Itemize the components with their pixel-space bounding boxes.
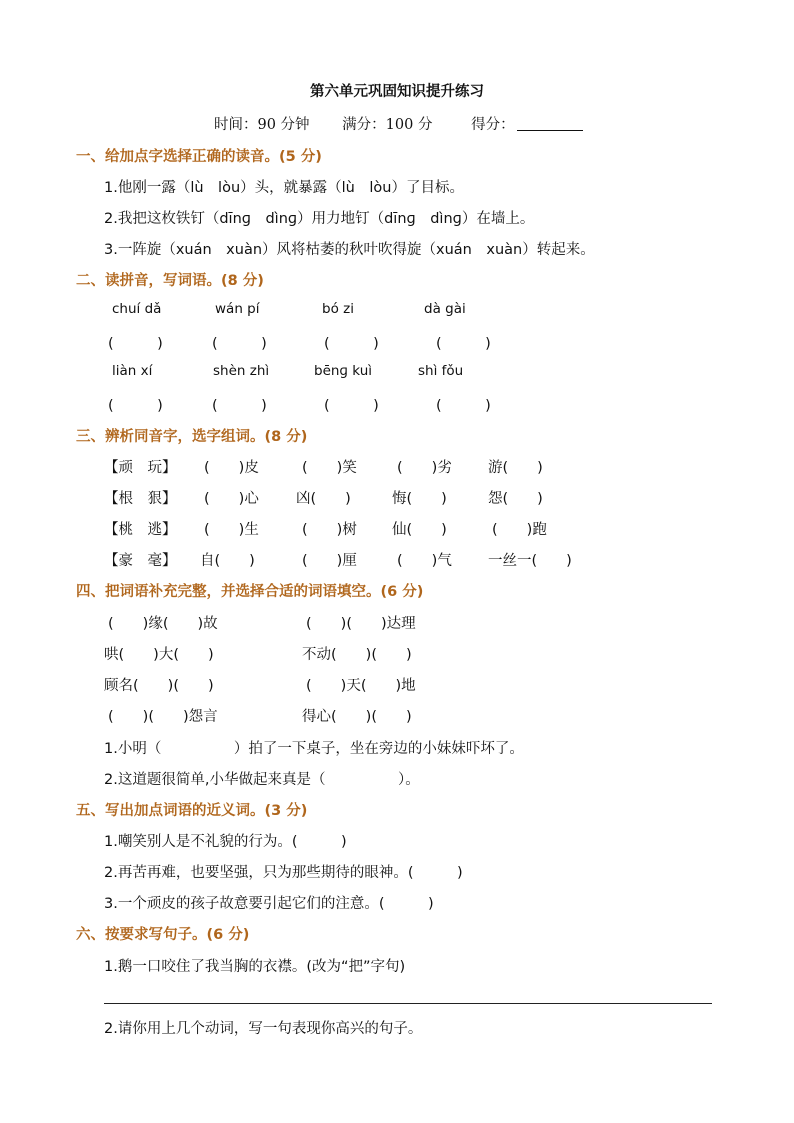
exam-meta (214, 113, 594, 134)
fill-item[interactable]: ( )皮 (204, 460, 259, 476)
time-limit: 时间：90 分钟 (214, 117, 310, 133)
fill-item[interactable]: 游( ) (488, 460, 543, 476)
s5-question-3: 3.一个顽皮的孩子故意要引起它们的注意。( ) (104, 896, 434, 912)
idiom-blank[interactable]: 顾名( )( ) (104, 678, 214, 694)
answer-blank[interactable]: ( ) (108, 398, 163, 414)
fill-item[interactable]: 怨( ) (488, 491, 543, 507)
s6-question-2: 2.请你用上几个动词，写一句表现你高兴的句子。 (104, 1021, 423, 1037)
pinyin-4: dà gài (424, 301, 466, 317)
pinyin-3: bó zi (322, 301, 354, 317)
idiom-blank[interactable]: 得心( )( ) (302, 709, 412, 725)
fill-item[interactable]: ( )生 (204, 522, 259, 538)
idiom-blank[interactable]: ( )缘( )故 (108, 616, 218, 632)
section-5-heading: 五、写出加点词语的近义词。(3 分) (76, 803, 308, 819)
pinyin-2: wán pí (215, 301, 260, 317)
fill-item[interactable]: ( )心 (204, 491, 259, 507)
fill-item[interactable]: 一丝一( ) (488, 553, 572, 569)
idiom-blank[interactable]: 哄( )大( ) (104, 647, 214, 663)
s5-question-1: 1.嘲笑别人是不礼貌的行为。( ) (104, 834, 347, 850)
fill-item[interactable]: 悔( ) (392, 491, 447, 507)
section-1-heading: 一、给加点字选择正确的读音。(5 分) (76, 149, 322, 165)
answer-blank[interactable]: ( ) (212, 398, 267, 414)
s1-question-1: 1.他刚一露（lù lòu）头，就暴露（lù lòu）了目标。 (104, 180, 464, 196)
s1-question-2: 2.我把这枚铁钉（dīnɡ dìnɡ）用力地钉（dīnɡ dìnɡ）在墙上。 (104, 211, 535, 227)
idiom-blank[interactable]: ( )( )达理 (306, 616, 416, 632)
fill-item[interactable]: ( )笑 (302, 460, 357, 476)
s6-question-1: 1.鹅一口咬住了我当胸的衣襟。(改为“把”字句) (104, 959, 406, 975)
section-4-heading: 四、把词语补充完整，并选择合适的词语填空。(6 分) (76, 584, 424, 600)
fill-item[interactable]: 自( ) (200, 553, 255, 569)
answer-blank[interactable]: ( ) (108, 336, 163, 352)
pinyin-1: chuí dǎ (112, 301, 162, 317)
fill-item[interactable]: ( )劣 (397, 460, 452, 476)
char-pair: 【顽 玩】 (104, 460, 177, 476)
fill-item[interactable]: ( )树 (302, 522, 357, 538)
answer-blank[interactable]: ( ) (212, 336, 267, 352)
answer-blank[interactable]: ( ) (436, 398, 491, 414)
full-score: 满分：100 分 (342, 117, 433, 133)
idiom-blank[interactable]: 不动( )( ) (302, 647, 412, 663)
char-pair: 【桃 逃】 (104, 522, 177, 538)
pinyin-7: bēnɡ kuì (314, 363, 373, 379)
s5-question-2: 2.再苦再难，也要坚强，只为那些期待的眼神。( ) (104, 865, 463, 881)
fill-item[interactable]: ( )气 (397, 553, 452, 569)
score-blank[interactable] (517, 116, 583, 131)
answer-line[interactable] (104, 1003, 712, 1004)
section-6-heading: 六、按要求写句子。(6 分) (76, 927, 250, 943)
s1-question-3: 3.一阵旋（xuán xuàn）风将枯萎的秋叶吹得旋（xuán xuàn）转起来。 (104, 242, 595, 258)
fill-item[interactable]: ( )跑 (492, 522, 547, 538)
idiom-blank[interactable]: ( )天( )地 (306, 678, 416, 694)
answer-blank[interactable]: ( ) (324, 398, 379, 414)
score-label: 得分： (471, 117, 515, 133)
section-3-heading: 三、辨析同音字，选字组词。(8 分) (76, 429, 308, 445)
fill-item[interactable]: 凶( ) (296, 491, 351, 507)
section-2-heading: 二、读拼音，写词语。(8 分) (76, 273, 264, 289)
page-title: 第六单元巩固知识提升练习 (310, 83, 484, 100)
char-pair: 【豪 毫】 (104, 553, 177, 569)
idiom-blank[interactable]: ( )( )怨言 (108, 709, 218, 725)
pinyin-8: shì fǒu (418, 363, 464, 379)
fill-item[interactable]: 仙( ) (392, 522, 447, 538)
char-pair: 【根 狠】 (104, 491, 177, 507)
s4-question-2: 2.这道题很简单,小华做起来真是（ ）。 (104, 772, 420, 788)
pinyin-5: liàn xí (112, 363, 153, 379)
answer-blank[interactable]: ( ) (436, 336, 491, 352)
fill-item[interactable]: ( )厘 (302, 553, 357, 569)
answer-blank[interactable]: ( ) (324, 336, 379, 352)
pinyin-6: shèn zhì (213, 363, 270, 379)
s4-question-1: 1.小明（ ）拍了一下桌子，坐在旁边的小妹妹吓坏了。 (104, 741, 524, 757)
